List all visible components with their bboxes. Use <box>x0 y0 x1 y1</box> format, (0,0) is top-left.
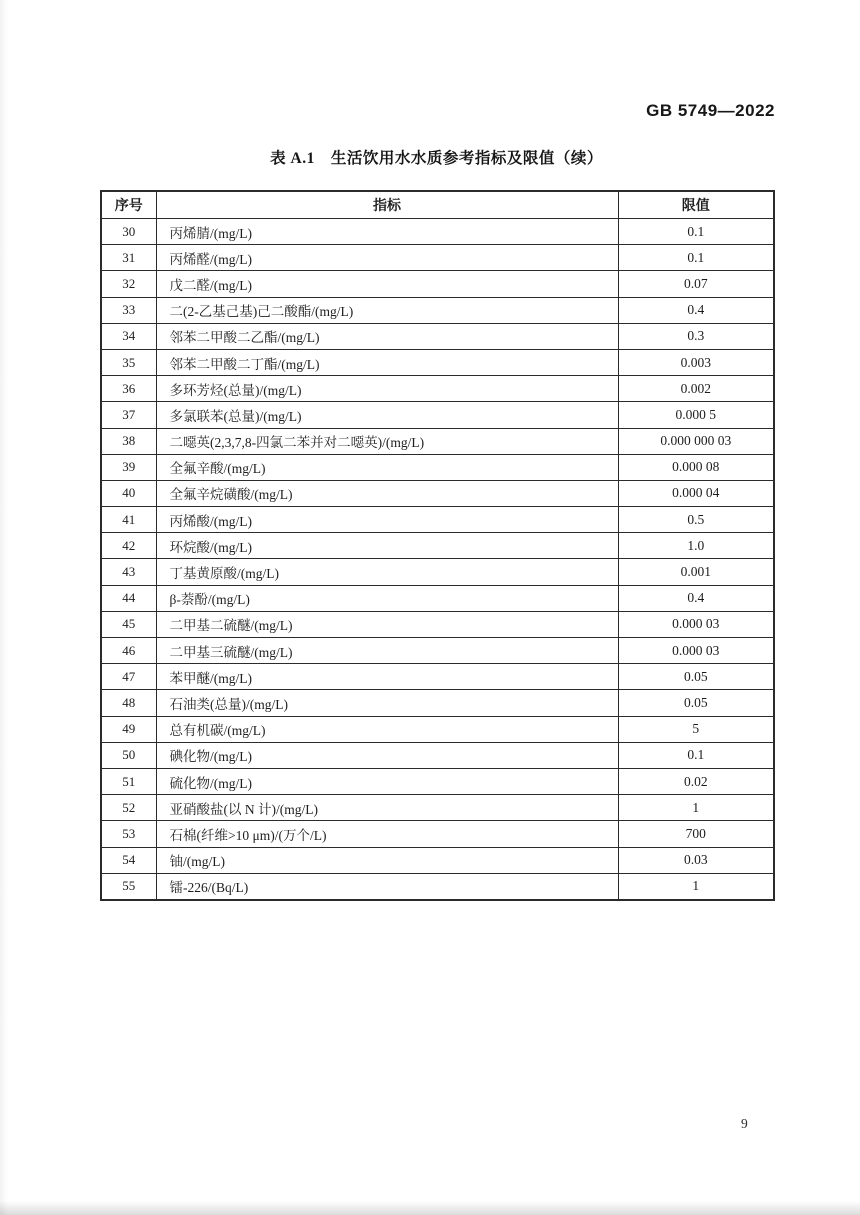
table-header-row <box>101 191 774 219</box>
row-limit-value: 0.02 <box>618 768 774 794</box>
table-row <box>101 795 774 821</box>
table-row <box>101 533 774 559</box>
table-row <box>101 821 774 847</box>
table-row <box>101 716 774 742</box>
row-indicator: 石油类(总量)/(mg/L) <box>156 690 618 716</box>
row-indicator: 二噁英(2,3,7,8-四氯二苯并对二噁英)/(mg/L) <box>156 428 618 454</box>
row-indicator: 石棉(纤维>10 μm)/(万个/L) <box>156 821 618 847</box>
row-serial-number: 33 <box>101 297 156 323</box>
row-serial-number: 40 <box>101 480 156 506</box>
water-quality-table <box>100 190 775 901</box>
row-limit-value: 0.05 <box>618 690 774 716</box>
table-row <box>101 690 774 716</box>
row-serial-number: 49 <box>101 716 156 742</box>
table-row <box>101 271 774 297</box>
table-row <box>101 323 774 349</box>
standard-number: GB 5749—2022 <box>646 101 775 120</box>
row-indicator: 二甲基三硫醚/(mg/L) <box>156 638 618 664</box>
row-indicator: 多环芳烃(总量)/(mg/L) <box>156 376 618 402</box>
row-serial-number: 54 <box>101 847 156 873</box>
row-serial-number: 47 <box>101 664 156 690</box>
row-limit-value: 0.000 03 <box>618 638 774 664</box>
row-indicator: 全氟辛酸/(mg/L) <box>156 454 618 480</box>
table-row <box>101 559 774 585</box>
row-serial-number: 53 <box>101 821 156 847</box>
row-indicator: 丙烯腈/(mg/L) <box>156 219 618 245</box>
row-serial-number: 35 <box>101 349 156 375</box>
row-limit-value: 0.03 <box>618 847 774 873</box>
row-serial-number: 46 <box>101 638 156 664</box>
row-indicator: 环烷酸/(mg/L) <box>156 533 618 559</box>
row-indicator: 丙烯酸/(mg/L) <box>156 507 618 533</box>
table-row <box>101 768 774 794</box>
table-row <box>101 873 774 900</box>
row-limit-value: 700 <box>618 821 774 847</box>
table-title: 表 A.1 生活饮用水水质参考指标及限值（续） <box>270 150 603 167</box>
row-limit-value: 0.000 08 <box>618 454 774 480</box>
row-serial-number: 45 <box>101 611 156 637</box>
row-limit-value: 0.000 000 03 <box>618 428 774 454</box>
row-indicator: 戊二醛/(mg/L) <box>156 271 618 297</box>
table-row <box>101 664 774 690</box>
table-row <box>101 376 774 402</box>
row-limit-value: 0.07 <box>618 271 774 297</box>
row-indicator: 邻苯二甲酸二丁酯/(mg/L) <box>156 349 618 375</box>
row-limit-value: 0.002 <box>618 376 774 402</box>
row-serial-number: 38 <box>101 428 156 454</box>
table-row <box>101 219 774 245</box>
row-indicator: β-萘酚/(mg/L) <box>156 585 618 611</box>
row-serial-number: 36 <box>101 376 156 402</box>
row-indicator: 全氟辛烷磺酸/(mg/L) <box>156 480 618 506</box>
row-limit-value: 0.05 <box>618 664 774 690</box>
table-row <box>101 480 774 506</box>
row-limit-value: 0.4 <box>618 297 774 323</box>
row-indicator: 多氯联苯(总量)/(mg/L) <box>156 402 618 428</box>
row-serial-number: 32 <box>101 271 156 297</box>
row-serial-number: 39 <box>101 454 156 480</box>
row-limit-value: 0.1 <box>618 742 774 768</box>
table-row <box>101 507 774 533</box>
row-limit-value: 1.0 <box>618 533 774 559</box>
row-limit-value: 5 <box>618 716 774 742</box>
table-row <box>101 297 774 323</box>
row-limit-value: 0.1 <box>618 245 774 271</box>
row-indicator: 二甲基二硫醚/(mg/L) <box>156 611 618 637</box>
column-header-indicator: 指标 <box>156 191 618 219</box>
row-indicator: 邻苯二甲酸二乙酯/(mg/L) <box>156 323 618 349</box>
row-serial-number: 55 <box>101 873 156 900</box>
table-row <box>101 349 774 375</box>
row-serial-number: 52 <box>101 795 156 821</box>
row-limit-value: 0.001 <box>618 559 774 585</box>
row-indicator: 苯甲醚/(mg/L) <box>156 664 618 690</box>
column-header-limit: 限值 <box>618 191 774 219</box>
row-indicator: 二(2-乙基己基)己二酸酯/(mg/L) <box>156 297 618 323</box>
row-indicator: 丁基黄原酸/(mg/L) <box>156 559 618 585</box>
table-row <box>101 742 774 768</box>
row-serial-number: 30 <box>101 219 156 245</box>
row-indicator: 铀/(mg/L) <box>156 847 618 873</box>
column-header-serial: 序号 <box>101 191 156 219</box>
row-indicator: 亚硝酸盐(以 N 计)/(mg/L) <box>156 795 618 821</box>
table-row <box>101 847 774 873</box>
table-row <box>101 428 774 454</box>
row-limit-value: 0.5 <box>618 507 774 533</box>
scan-edge-shade-bottom <box>0 1201 860 1215</box>
table-row <box>101 402 774 428</box>
row-limit-value: 0.003 <box>618 349 774 375</box>
row-serial-number: 50 <box>101 742 156 768</box>
row-serial-number: 34 <box>101 323 156 349</box>
row-indicator: 镭-226/(Bq/L) <box>156 873 618 900</box>
row-limit-value: 0.1 <box>618 219 774 245</box>
row-indicator: 丙烯醛/(mg/L) <box>156 245 618 271</box>
row-indicator: 碘化物/(mg/L) <box>156 742 618 768</box>
page-number: 9 <box>741 1116 748 1131</box>
row-serial-number: 44 <box>101 585 156 611</box>
row-indicator: 硫化物/(mg/L) <box>156 768 618 794</box>
row-serial-number: 51 <box>101 768 156 794</box>
row-limit-value: 0.4 <box>618 585 774 611</box>
table-row <box>101 611 774 637</box>
row-limit-value: 1 <box>618 873 774 900</box>
row-limit-value: 0.000 04 <box>618 480 774 506</box>
row-limit-value: 0.3 <box>618 323 774 349</box>
table-row <box>101 454 774 480</box>
row-indicator: 总有机碳/(mg/L) <box>156 716 618 742</box>
row-limit-value: 0.000 03 <box>618 611 774 637</box>
table-row <box>101 585 774 611</box>
scan-edge-shade-left <box>0 0 8 1215</box>
row-serial-number: 37 <box>101 402 156 428</box>
row-limit-value: 1 <box>618 795 774 821</box>
row-limit-value: 0.000 5 <box>618 402 774 428</box>
row-serial-number: 48 <box>101 690 156 716</box>
row-serial-number: 31 <box>101 245 156 271</box>
row-serial-number: 43 <box>101 559 156 585</box>
table-row <box>101 638 774 664</box>
table-row <box>101 245 774 271</box>
row-serial-number: 41 <box>101 507 156 533</box>
row-serial-number: 42 <box>101 533 156 559</box>
